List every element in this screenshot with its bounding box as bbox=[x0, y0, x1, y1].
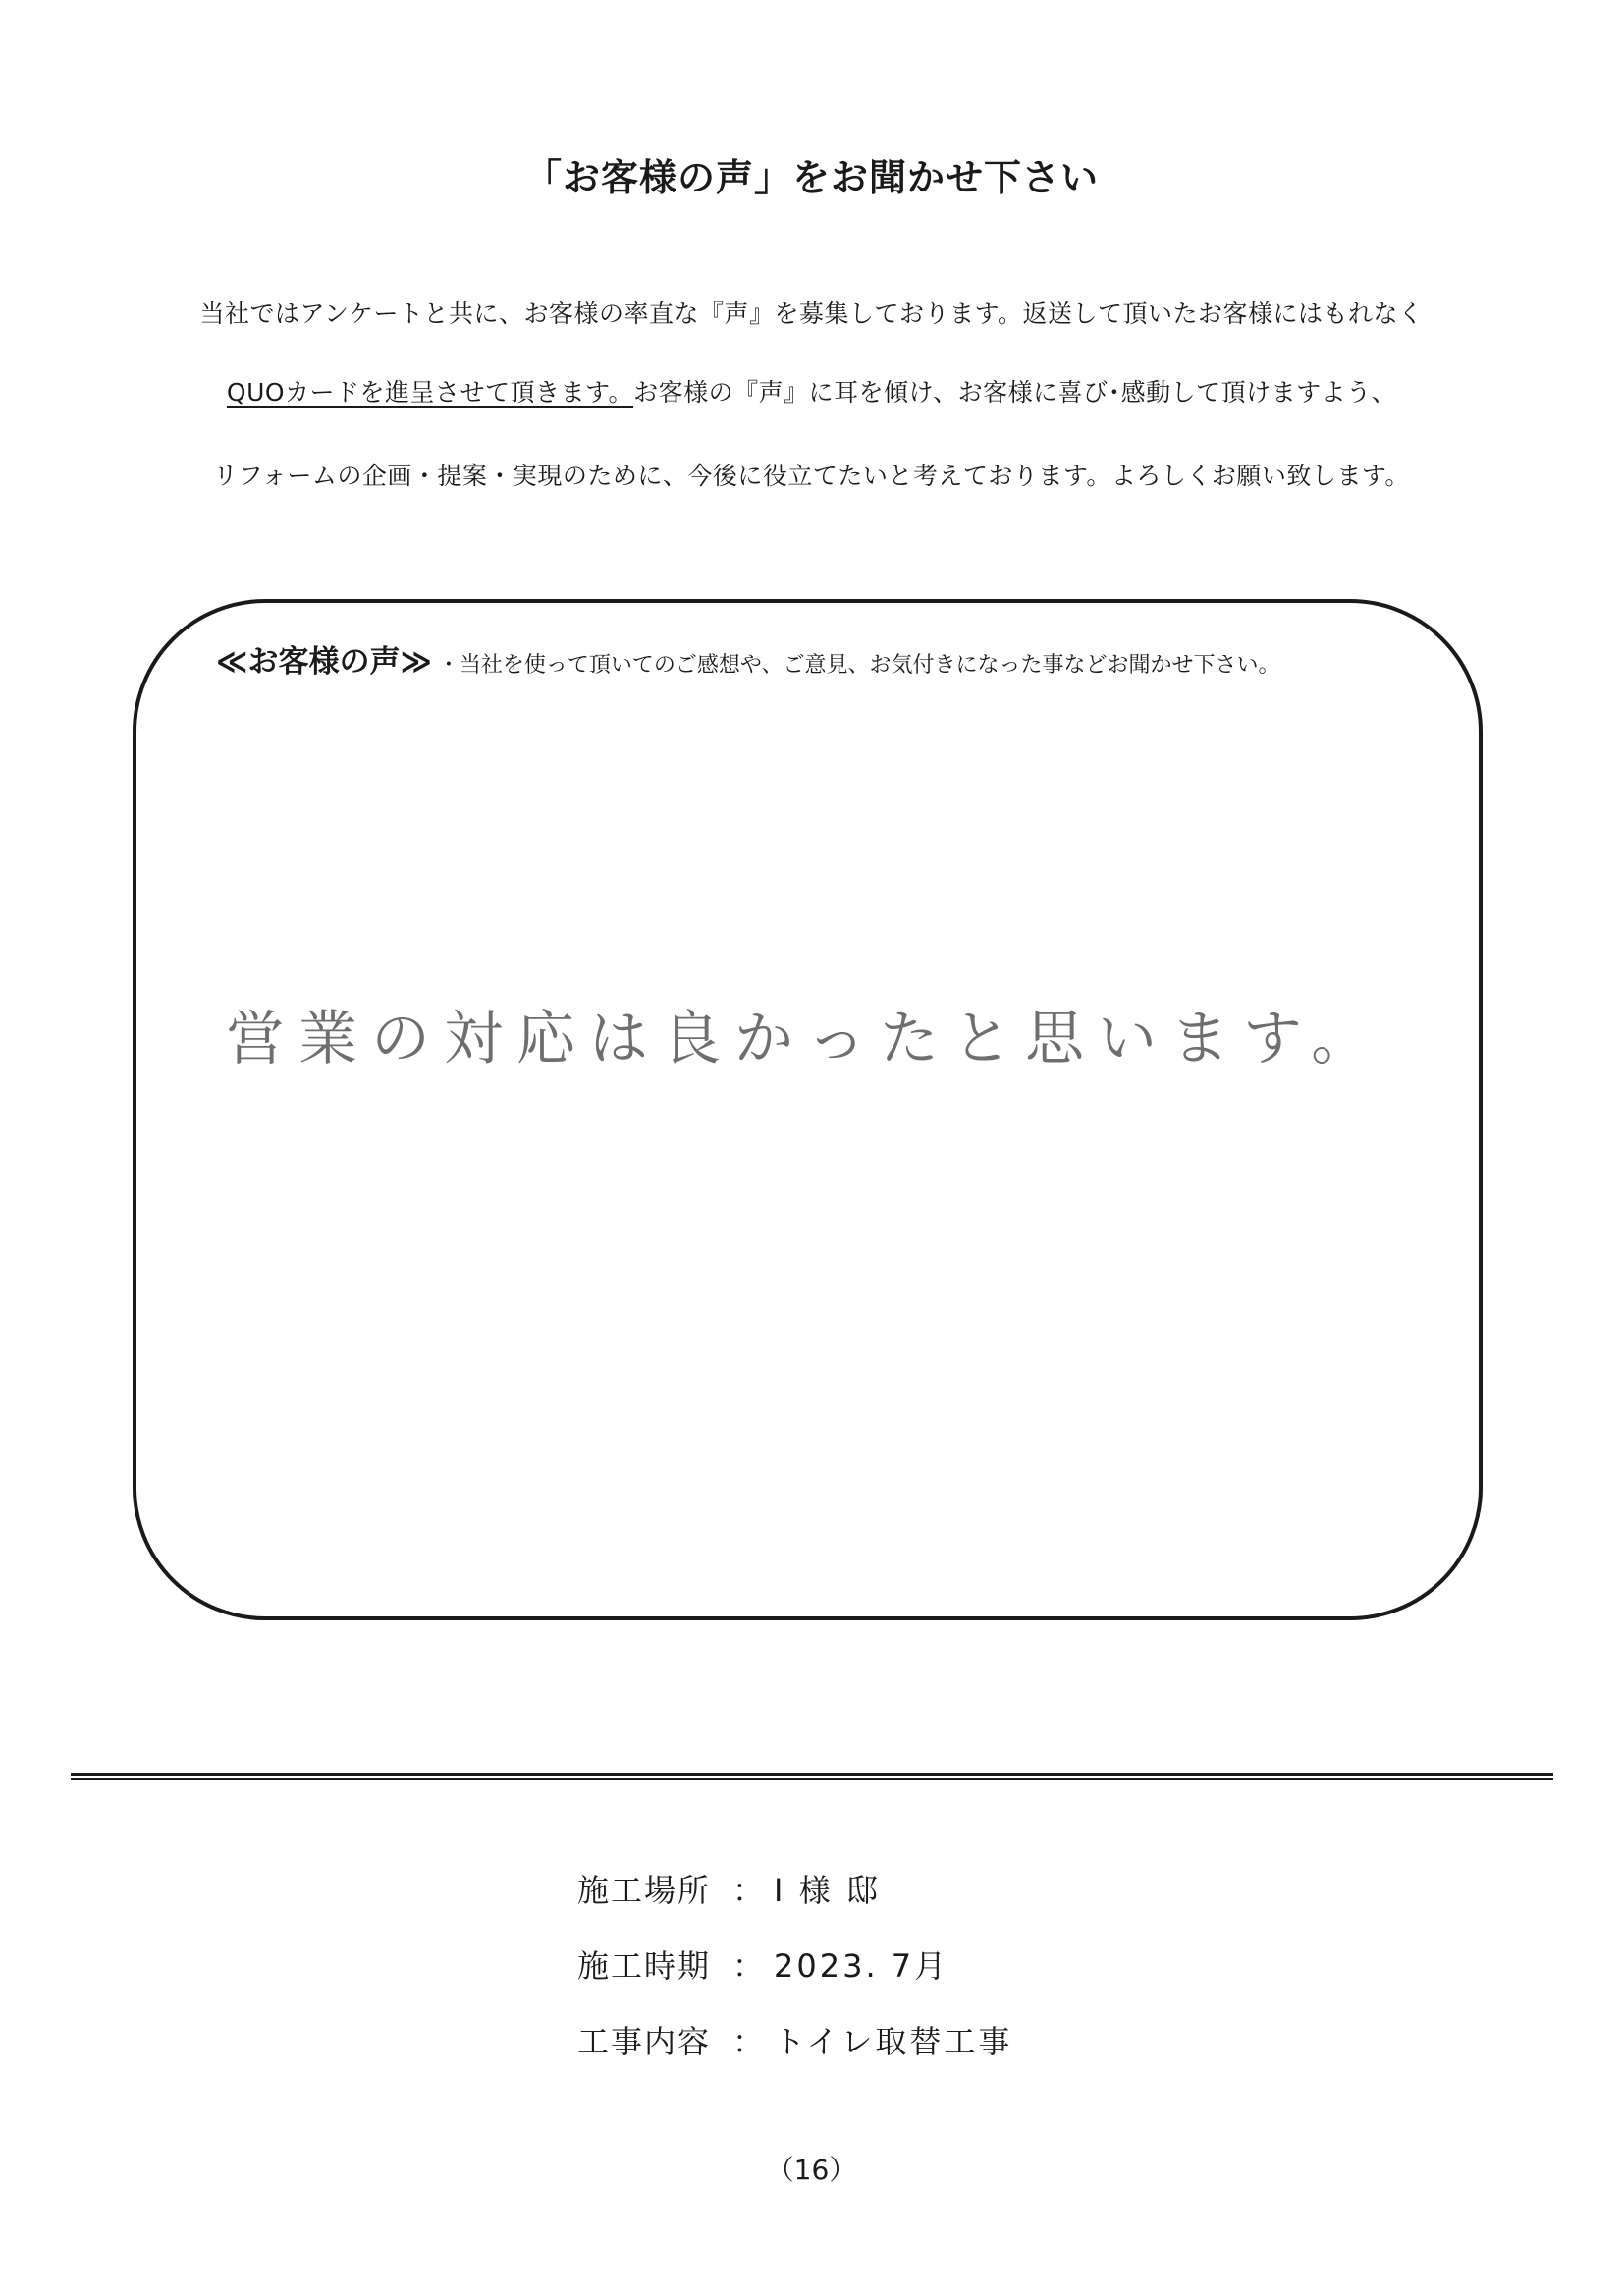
intro-underlined-text: QUOカードを進呈させて頂きます。 bbox=[226, 378, 634, 407]
section-divider bbox=[71, 1773, 1553, 1780]
handwritten-response: 営業の対応は良かったと思います。 bbox=[226, 1005, 1384, 1073]
intro-line-2-rest: お客様の『声』に耳を傾け、お客様に喜び･感動して頂けますよう、 bbox=[633, 378, 1397, 407]
voice-header bbox=[216, 636, 1279, 681]
info-value: I 様 邸 bbox=[774, 1872, 881, 1909]
project-info bbox=[577, 1866, 1012, 2093]
info-value: トイレ取替工事 bbox=[774, 2023, 1013, 2060]
info-label: 施工時期 bbox=[577, 1947, 712, 1985]
intro-line-1: 当社ではアンケートと共に、お客様の率直な『声』を募集しております。返送して頂いたお客様にはもれなく bbox=[199, 300, 1424, 328]
voice-box bbox=[133, 599, 1483, 1620]
info-label: 工事内容 bbox=[577, 2023, 712, 2060]
info-colon: ： bbox=[731, 1947, 766, 1985]
info-row-work bbox=[577, 2017, 1012, 2093]
intro-line-2 bbox=[0, 373, 1623, 409]
voice-instruction: ・当社を使って頂いてのご感想や、ご意見、お気付きになった事などお聞かせ下さい。 bbox=[437, 653, 1280, 678]
info-row-location bbox=[577, 1866, 1012, 1941]
page-number: （16） bbox=[766, 2154, 857, 2186]
info-row-period bbox=[577, 1941, 1012, 2017]
intro-line-3: リフォームの企画・提案・実現のために、今後に役立てたいと考えております。よろしくお願い致します。 bbox=[213, 462, 1410, 490]
info-colon: ： bbox=[731, 1872, 766, 1909]
info-label: 施工場所 bbox=[577, 1872, 712, 1909]
page-title: 「お客様の声」をお聞かせ下さい bbox=[523, 156, 1099, 199]
voice-label: ≪お客様の声≫ bbox=[216, 644, 432, 680]
info-colon: ： bbox=[731, 2023, 766, 2060]
info-value: 2023. 7月 bbox=[774, 1947, 949, 1985]
